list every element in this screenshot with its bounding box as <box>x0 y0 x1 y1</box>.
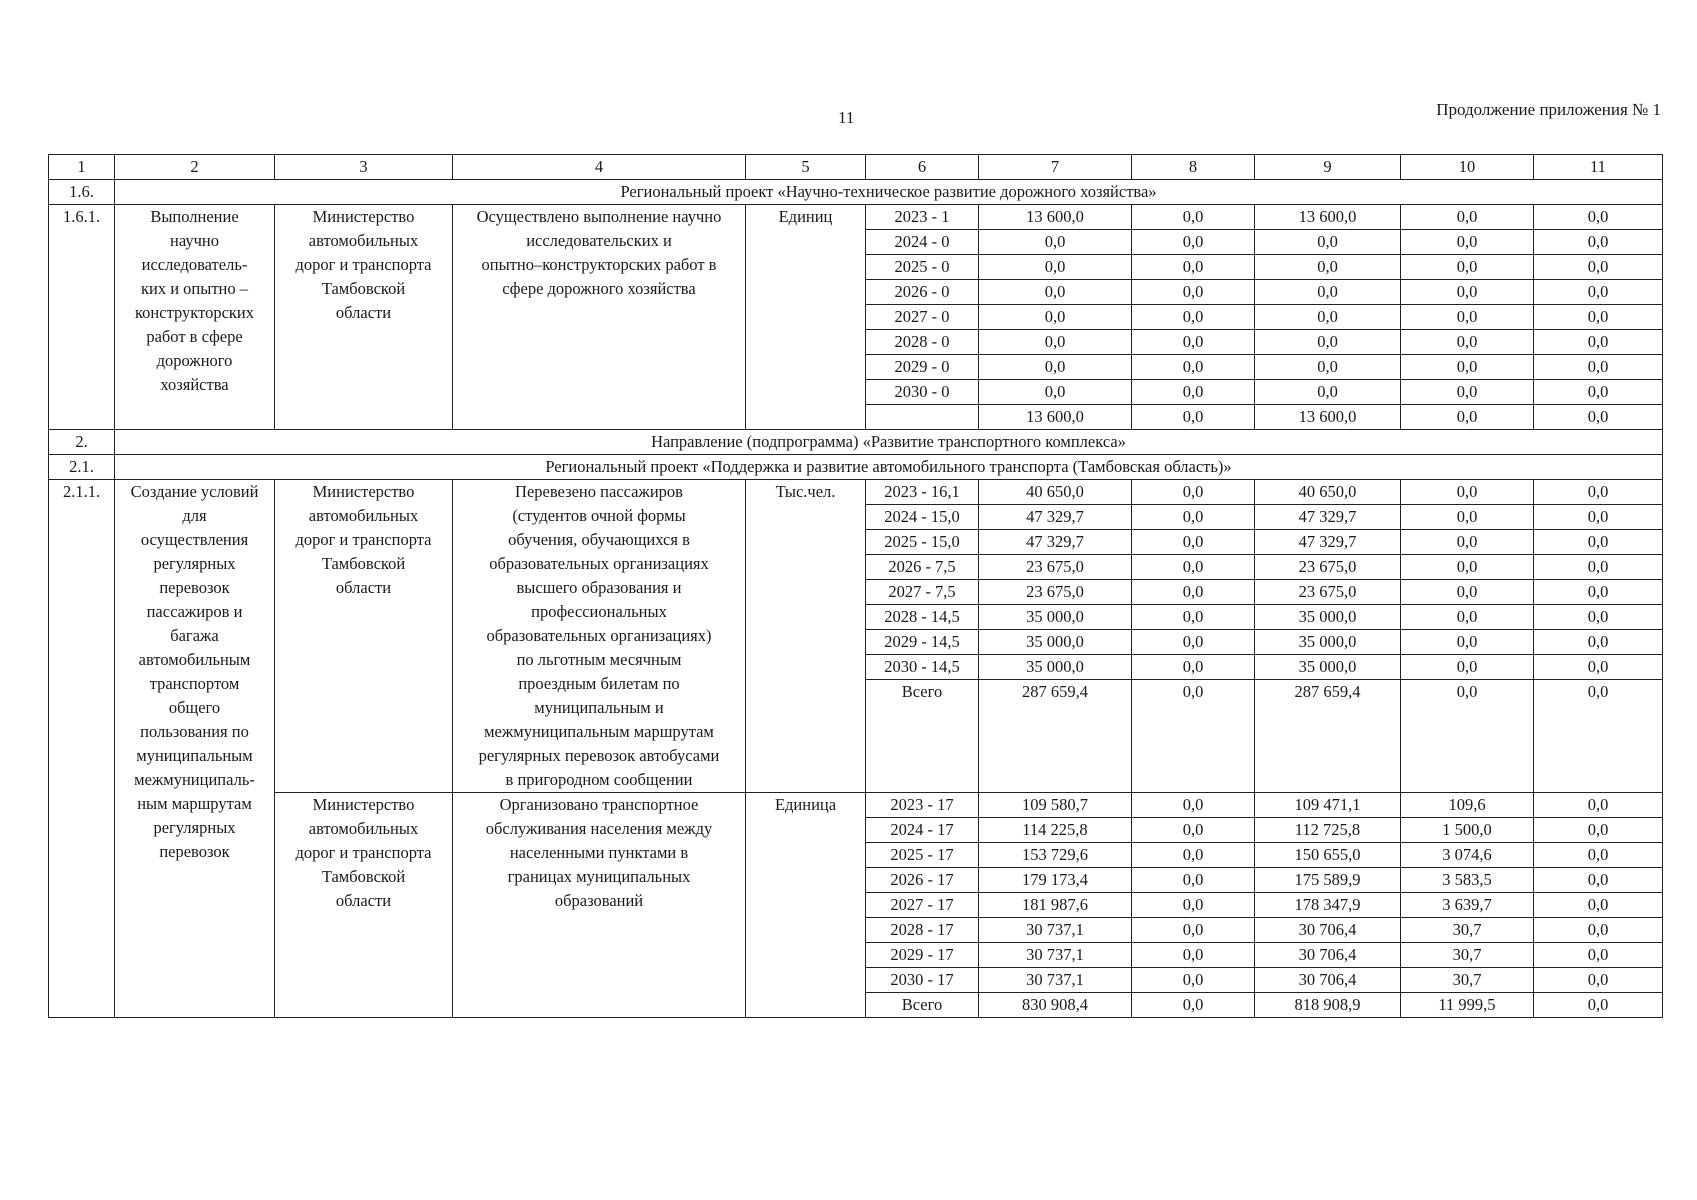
amount-cell: 0,0 <box>979 255 1132 280</box>
amount-cell: 30 706,4 <box>1255 968 1401 993</box>
year-indicator-cell: 2028 - 14,5 <box>866 605 979 630</box>
item-number: 1.6.1. <box>49 205 115 430</box>
amount-cell: 0,0 <box>1401 205 1534 230</box>
amount-cell: 0,0 <box>1401 630 1534 655</box>
executor-name: Министерство автомобильных дорог и транспорта Тамбовской области <box>275 480 453 793</box>
amount-cell: 47 329,7 <box>979 505 1132 530</box>
amount-cell: 30 737,1 <box>979 968 1132 993</box>
year-indicator-cell: 2024 - 17 <box>866 818 979 843</box>
amount-cell: 0,0 <box>979 355 1132 380</box>
year-indicator-cell: Всего <box>866 993 979 1018</box>
amount-cell: 0,0 <box>1534 505 1663 530</box>
amount-cell: 0,0 <box>979 230 1132 255</box>
amount-cell: 23 675,0 <box>1255 555 1401 580</box>
amount-cell: 0,0 <box>1255 280 1401 305</box>
data-row <box>49 205 1663 230</box>
amount-cell: 3 074,6 <box>1401 843 1534 868</box>
section-row <box>49 455 1663 480</box>
amount-cell: 178 347,9 <box>1255 893 1401 918</box>
amount-cell: 0,0 <box>1401 255 1534 280</box>
year-indicator-cell: 2026 - 7,5 <box>866 555 979 580</box>
amount-cell: 0,0 <box>1132 555 1255 580</box>
amount-cell: 0,0 <box>1534 868 1663 893</box>
column-header: 4 <box>453 155 746 180</box>
amount-cell: 0,0 <box>1534 968 1663 993</box>
amount-cell: 13 600,0 <box>1255 205 1401 230</box>
amount-cell: 0,0 <box>1132 843 1255 868</box>
year-indicator-cell: Всего <box>866 680 979 793</box>
year-indicator-cell: 2026 - 0 <box>866 280 979 305</box>
amount-cell: 0,0 <box>1401 680 1534 793</box>
result-text: Организовано транспортное обслуживания населения между населенными пунктами в границах муниципальных образований <box>453 793 746 1018</box>
amount-cell: 0,0 <box>1132 480 1255 505</box>
year-indicator-cell: 2024 - 15,0 <box>866 505 979 530</box>
data-row <box>49 480 1663 505</box>
column-header: 8 <box>1132 155 1255 180</box>
amount-cell: 0,0 <box>1132 818 1255 843</box>
amount-cell: 0,0 <box>1132 255 1255 280</box>
amount-cell: 0,0 <box>1534 355 1663 380</box>
amount-cell: 0,0 <box>1132 580 1255 605</box>
amount-cell: 0,0 <box>1534 205 1663 230</box>
year-indicator-cell: 2030 - 0 <box>866 380 979 405</box>
amount-cell: 0,0 <box>1401 405 1534 430</box>
column-header: 5 <box>746 155 866 180</box>
year-indicator-cell: 2023 - 17 <box>866 793 979 818</box>
result-text: Осуществлено выполнение научно исследовательских и опытно–конструкторских работ в сфере дорожного хозяйства <box>453 205 746 430</box>
amount-cell: 0,0 <box>1132 530 1255 555</box>
amount-cell: 109 580,7 <box>979 793 1132 818</box>
amount-cell: 0,0 <box>1534 893 1663 918</box>
amount-cell: 0,0 <box>1534 630 1663 655</box>
amount-cell: 0,0 <box>1401 555 1534 580</box>
executor-name: Министерство автомобильных дорог и транспорта Тамбовской области <box>275 793 453 1018</box>
amount-cell: 0,0 <box>1255 305 1401 330</box>
amount-cell: 0,0 <box>1401 380 1534 405</box>
amount-cell: 0,0 <box>1132 405 1255 430</box>
amount-cell: 47 329,7 <box>1255 530 1401 555</box>
amount-cell: 0,0 <box>1401 580 1534 605</box>
section-number: 2.1. <box>49 455 115 480</box>
amount-cell: 30,7 <box>1401 968 1534 993</box>
column-header: 1 <box>49 155 115 180</box>
section-title: Региональный проект «Научно-техническое развитие дорожного хозяйства» <box>115 180 1663 205</box>
amount-cell: 0,0 <box>1534 818 1663 843</box>
section-row <box>49 180 1663 205</box>
amount-cell: 0,0 <box>1534 993 1663 1018</box>
column-header: 9 <box>1255 155 1401 180</box>
amount-cell: 30 737,1 <box>979 918 1132 943</box>
year-indicator-cell <box>866 405 979 430</box>
executor-name: Министерство автомобильных дорог и транспорта Тамбовской области <box>275 205 453 430</box>
page-number: 11 <box>838 108 855 127</box>
amount-cell: 1 500,0 <box>1401 818 1534 843</box>
amount-cell: 11 999,5 <box>1401 993 1534 1018</box>
amount-cell: 0,0 <box>1534 580 1663 605</box>
section-number: 1.6. <box>49 180 115 205</box>
amount-cell: 0,0 <box>1401 480 1534 505</box>
amount-cell: 23 675,0 <box>979 555 1132 580</box>
column-header: 11 <box>1534 155 1663 180</box>
measure-name: Выполнение научно исследователь- ких и опытно – конструкторских работ в сфере дорожного хозяйства <box>115 205 275 430</box>
amount-cell: 0,0 <box>1401 330 1534 355</box>
unit-label: Единиц <box>746 205 866 430</box>
amount-cell: 0,0 <box>1255 330 1401 355</box>
amount-cell: 35 000,0 <box>979 605 1132 630</box>
column-header-row <box>49 155 1663 180</box>
year-indicator-cell: 2023 - 16,1 <box>866 480 979 505</box>
year-indicator-cell: 2027 - 17 <box>866 893 979 918</box>
program-table <box>48 154 1663 1018</box>
amount-cell: 0,0 <box>1534 255 1663 280</box>
amount-cell: 0,0 <box>1401 605 1534 630</box>
amount-cell: 23 675,0 <box>979 580 1132 605</box>
year-indicator-cell: 2027 - 7,5 <box>866 580 979 605</box>
amount-cell: 114 225,8 <box>979 818 1132 843</box>
amount-cell: 0,0 <box>1132 968 1255 993</box>
amount-cell: 13 600,0 <box>979 205 1132 230</box>
year-indicator-cell: 2028 - 17 <box>866 918 979 943</box>
amount-cell: 30,7 <box>1401 918 1534 943</box>
amount-cell: 0,0 <box>1132 993 1255 1018</box>
unit-label: Единица <box>746 793 866 1018</box>
amount-cell: 0,0 <box>1401 505 1534 530</box>
amount-cell: 153 729,6 <box>979 843 1132 868</box>
amount-cell: 30 737,1 <box>979 943 1132 968</box>
amount-cell: 30 706,4 <box>1255 943 1401 968</box>
year-indicator-cell: 2029 - 0 <box>866 355 979 380</box>
amount-cell: 0,0 <box>979 280 1132 305</box>
result-text: Перевезено пассажиров (студентов очной формы обучения, обучающихся в образовательных организациях высшего образования и профессиональных образовательных организациях) по льготным месячным проездным билетам по муниципальным и межмуниципальным маршрутам регулярных перевозок автобусами в пригородном сообщении <box>453 480 746 793</box>
amount-cell: 0,0 <box>1132 680 1255 793</box>
amount-cell: 0,0 <box>1255 255 1401 280</box>
amount-cell: 0,0 <box>1534 480 1663 505</box>
amount-cell: 0,0 <box>1534 605 1663 630</box>
amount-cell: 35 000,0 <box>1255 605 1401 630</box>
amount-cell: 150 655,0 <box>1255 843 1401 868</box>
amount-cell: 0,0 <box>1132 205 1255 230</box>
amount-cell: 30 706,4 <box>1255 918 1401 943</box>
amount-cell: 40 650,0 <box>979 480 1132 505</box>
amount-cell: 0,0 <box>1534 280 1663 305</box>
amount-cell: 0,0 <box>1401 230 1534 255</box>
amount-cell: 35 000,0 <box>1255 630 1401 655</box>
amount-cell: 0,0 <box>1132 893 1255 918</box>
item-number: 2.1.1. <box>49 480 115 1018</box>
amount-cell: 287 659,4 <box>1255 680 1401 793</box>
amount-cell: 0,0 <box>1132 918 1255 943</box>
amount-cell: 0,0 <box>1132 380 1255 405</box>
amount-cell: 13 600,0 <box>979 405 1132 430</box>
column-header: 6 <box>866 155 979 180</box>
amount-cell: 0,0 <box>1132 505 1255 530</box>
year-indicator-cell: 2028 - 0 <box>866 330 979 355</box>
year-indicator-cell: 2029 - 14,5 <box>866 630 979 655</box>
amount-cell: 109,6 <box>1401 793 1534 818</box>
amount-cell: 13 600,0 <box>1255 405 1401 430</box>
amount-cell: 0,0 <box>1132 355 1255 380</box>
amount-cell: 47 329,7 <box>979 530 1132 555</box>
data-row <box>49 793 1663 818</box>
amount-cell: 3 583,5 <box>1401 868 1534 893</box>
amount-cell: 0,0 <box>1132 630 1255 655</box>
column-header: 2 <box>115 155 275 180</box>
amount-cell: 0,0 <box>1132 793 1255 818</box>
amount-cell: 0,0 <box>1132 330 1255 355</box>
year-indicator-cell: 2025 - 0 <box>866 255 979 280</box>
amount-cell: 30,7 <box>1401 943 1534 968</box>
year-indicator-cell: 2030 - 17 <box>866 968 979 993</box>
section-title: Направление (подпрограмма) «Развитие транспортного комплекса» <box>115 430 1663 455</box>
amount-cell: 0,0 <box>1132 868 1255 893</box>
amount-cell: 3 639,7 <box>1401 893 1534 918</box>
amount-cell: 0,0 <box>979 330 1132 355</box>
amount-cell: 0,0 <box>1534 405 1663 430</box>
amount-cell: 0,0 <box>1401 305 1534 330</box>
section-row <box>49 430 1663 455</box>
amount-cell: 0,0 <box>1401 655 1534 680</box>
amount-cell: 0,0 <box>1534 943 1663 968</box>
amount-cell: 0,0 <box>1132 280 1255 305</box>
amount-cell: 0,0 <box>1132 230 1255 255</box>
amount-cell: 0,0 <box>1132 655 1255 680</box>
measure-name: Создание условий для осуществления регулярных перевозок пассажиров и багажа автомобильным транспортом общего пользования по муниципальным межмуниципаль- ным маршрутам регулярных перевозок <box>115 480 275 1018</box>
section-number: 2. <box>49 430 115 455</box>
year-indicator-cell: 2025 - 17 <box>866 843 979 868</box>
column-header: 3 <box>275 155 453 180</box>
amount-cell: 40 650,0 <box>1255 480 1401 505</box>
amount-cell: 35 000,0 <box>1255 655 1401 680</box>
amount-cell: 818 908,9 <box>1255 993 1401 1018</box>
amount-cell: 0,0 <box>979 305 1132 330</box>
amount-cell: 0,0 <box>1534 793 1663 818</box>
amount-cell: 23 675,0 <box>1255 580 1401 605</box>
year-indicator-cell: 2025 - 15,0 <box>866 530 979 555</box>
amount-cell: 0,0 <box>1401 530 1534 555</box>
amount-cell: 35 000,0 <box>979 630 1132 655</box>
year-indicator-cell: 2026 - 17 <box>866 868 979 893</box>
amount-cell: 0,0 <box>1534 680 1663 793</box>
year-indicator-cell: 2027 - 0 <box>866 305 979 330</box>
amount-cell: 0,0 <box>1401 280 1534 305</box>
amount-cell: 0,0 <box>979 380 1132 405</box>
section-title: Региональный проект «Поддержка и развитие автомобильного транспорта (Тамбовская область)» <box>115 455 1663 480</box>
amount-cell: 0,0 <box>1132 943 1255 968</box>
amount-cell: 0,0 <box>1534 555 1663 580</box>
year-indicator-cell: 2030 - 14,5 <box>866 655 979 680</box>
continuation-label: Продолжение приложения № 1 <box>1436 100 1661 119</box>
amount-cell: 175 589,9 <box>1255 868 1401 893</box>
amount-cell: 830 908,4 <box>979 993 1132 1018</box>
amount-cell: 0,0 <box>1132 605 1255 630</box>
year-indicator-cell: 2024 - 0 <box>866 230 979 255</box>
amount-cell: 0,0 <box>1534 330 1663 355</box>
amount-cell: 0,0 <box>1401 355 1534 380</box>
amount-cell: 112 725,8 <box>1255 818 1401 843</box>
amount-cell: 0,0 <box>1255 380 1401 405</box>
column-header: 10 <box>1401 155 1534 180</box>
amount-cell: 0,0 <box>1534 380 1663 405</box>
amount-cell: 35 000,0 <box>979 655 1132 680</box>
amount-cell: 0,0 <box>1534 655 1663 680</box>
year-indicator-cell: 2029 - 17 <box>866 943 979 968</box>
amount-cell: 179 173,4 <box>979 868 1132 893</box>
amount-cell: 0,0 <box>1534 530 1663 555</box>
amount-cell: 0,0 <box>1534 305 1663 330</box>
column-header: 7 <box>979 155 1132 180</box>
amount-cell: 0,0 <box>1255 230 1401 255</box>
item-block-1-6-1 <box>49 205 1663 430</box>
amount-cell: 181 987,6 <box>979 893 1132 918</box>
amount-cell: 47 329,7 <box>1255 505 1401 530</box>
amount-cell: 0,0 <box>1534 230 1663 255</box>
amount-cell: 0,0 <box>1534 918 1663 943</box>
year-indicator-cell: 2023 - 1 <box>866 205 979 230</box>
amount-cell: 0,0 <box>1132 305 1255 330</box>
item-block-2-1-1 <box>49 480 1663 1018</box>
amount-cell: 287 659,4 <box>979 680 1132 793</box>
unit-label: Тыс.чел. <box>746 480 866 793</box>
amount-cell: 0,0 <box>1255 355 1401 380</box>
amount-cell: 0,0 <box>1534 843 1663 868</box>
amount-cell: 109 471,1 <box>1255 793 1401 818</box>
